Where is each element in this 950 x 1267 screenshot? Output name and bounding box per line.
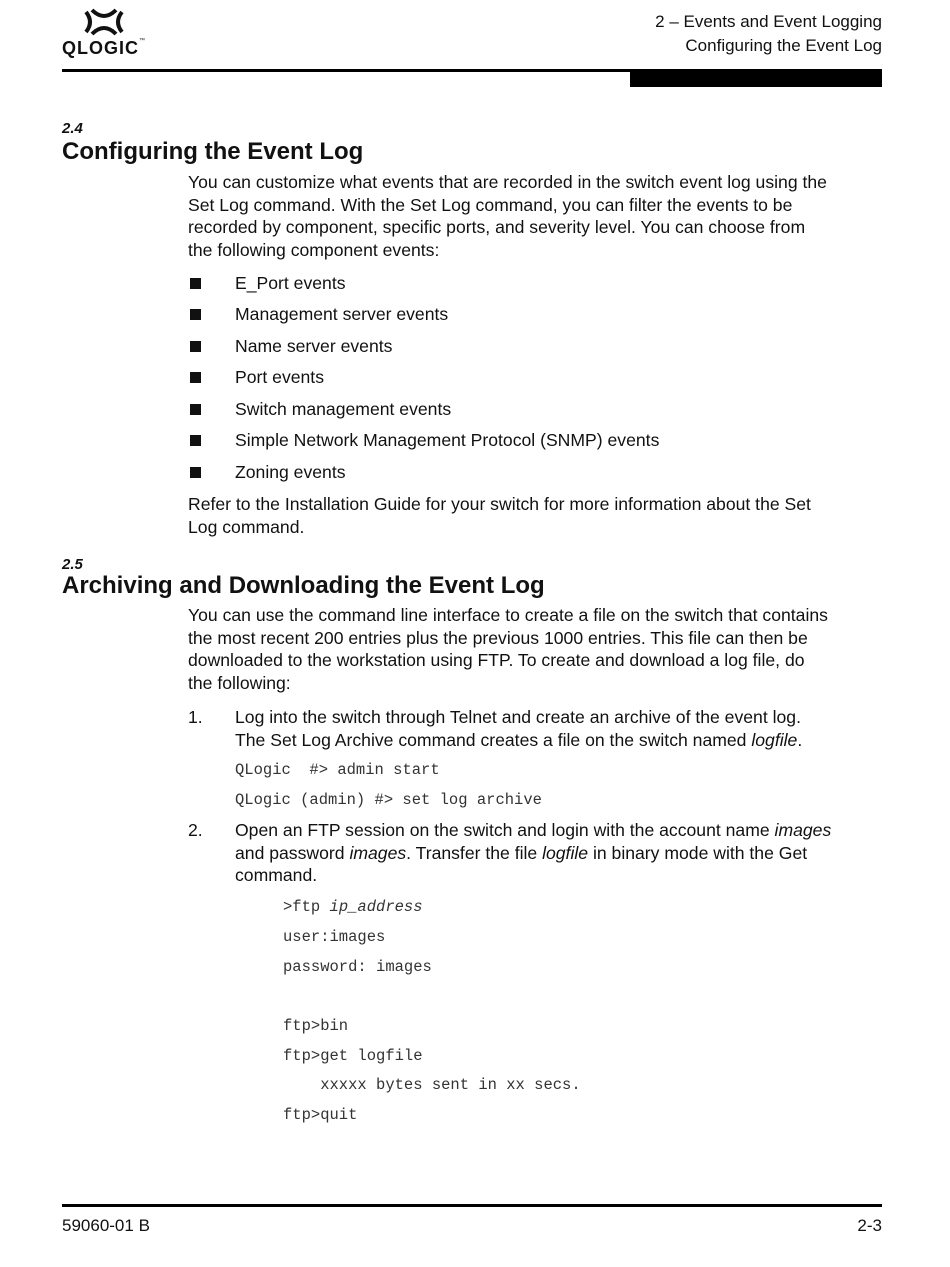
section-number: 2.5: [62, 556, 83, 573]
section-intro: [188, 604, 888, 695]
bullet-icon: [190, 278, 201, 289]
text-line: recorded by component, specific ports, and severity level. You can choose from: [188, 217, 806, 238]
step-text: [235, 706, 885, 751]
text-line: You can use the command line interface to create a file on the switch that contains: [188, 605, 828, 625]
running-head-chapter: 2 – Events and Event Logging: [655, 12, 882, 31]
logo-trademark: ™: [139, 38, 146, 44]
code-line: xxxxx bytes sent in xx secs.: [283, 1076, 581, 1094]
text-line: You can customize what events that are recorded in the switch event log using the: [188, 172, 827, 192]
text-line: command.: [235, 865, 318, 886]
header-tab-bar: [630, 72, 882, 87]
section-title: Configuring the Event Log: [62, 138, 364, 165]
text-line: the following component events:: [188, 240, 440, 261]
text-line: Log into the switch through Telnet and create an archive of the event log.: [235, 707, 801, 727]
code-line: ftp>get logfile: [283, 1047, 423, 1065]
step-number: 1.: [188, 707, 203, 727]
bullet-icon: [190, 309, 201, 320]
step-number: 2.: [188, 820, 203, 840]
qlogic-logo-icon: [82, 8, 126, 36]
section-outro: [188, 493, 888, 538]
code-line: user:images: [283, 928, 386, 946]
page-number: 2-3: [857, 1216, 882, 1235]
section-intro: [188, 171, 888, 262]
text-line: the following:: [188, 673, 291, 694]
code-line: QLogic (admin) #> set log archive: [235, 791, 542, 809]
step-text: [235, 819, 885, 887]
text-line: The Set Log Archive command creates a file on the switch named logfile.: [235, 729, 803, 750]
text-line: Open an FTP session on the switch and login with the account name images: [235, 820, 832, 840]
bullet-icon: [190, 372, 201, 383]
footer-rule: [62, 1204, 882, 1207]
bullet-icon: [190, 435, 201, 446]
code-line: ftp>bin: [283, 1017, 349, 1035]
text-line: the most recent 200 entries plus the previous 1000 entries. This file can then be: [188, 627, 808, 648]
text-line: downloaded to the workstation using FTP. To create and download a log file, do: [188, 650, 805, 671]
text-line: Set Log command. With the Set Log command, you can filter the events to be: [188, 194, 793, 215]
text-line: Refer to the Installation Guide for your switch for more information about the Set: [188, 494, 811, 514]
running-head-section: Configuring the Event Log: [685, 36, 882, 55]
running-head: [655, 10, 882, 58]
section-number: 2.4: [62, 120, 83, 137]
logo-wordmark: QLOGIC: [62, 38, 139, 58]
bullet-icon: [190, 341, 201, 352]
bullet-icon: [190, 404, 201, 415]
bullet-icon: [190, 467, 201, 478]
code-line: QLogic #> admin start: [235, 761, 440, 779]
text-line: and password images. Transfer the file logfile in binary mode with the Get: [235, 842, 808, 863]
code-line: ftp>quit: [283, 1106, 358, 1124]
code-line: password: images: [283, 958, 432, 976]
qlogic-logo: [62, 8, 152, 60]
text-line: Log command.: [188, 516, 305, 537]
code-line: >ftp ip_address: [283, 898, 423, 916]
section-title: Archiving and Downloading the Event Log: [62, 572, 545, 599]
doc-number: 59060-01 B: [62, 1216, 150, 1235]
